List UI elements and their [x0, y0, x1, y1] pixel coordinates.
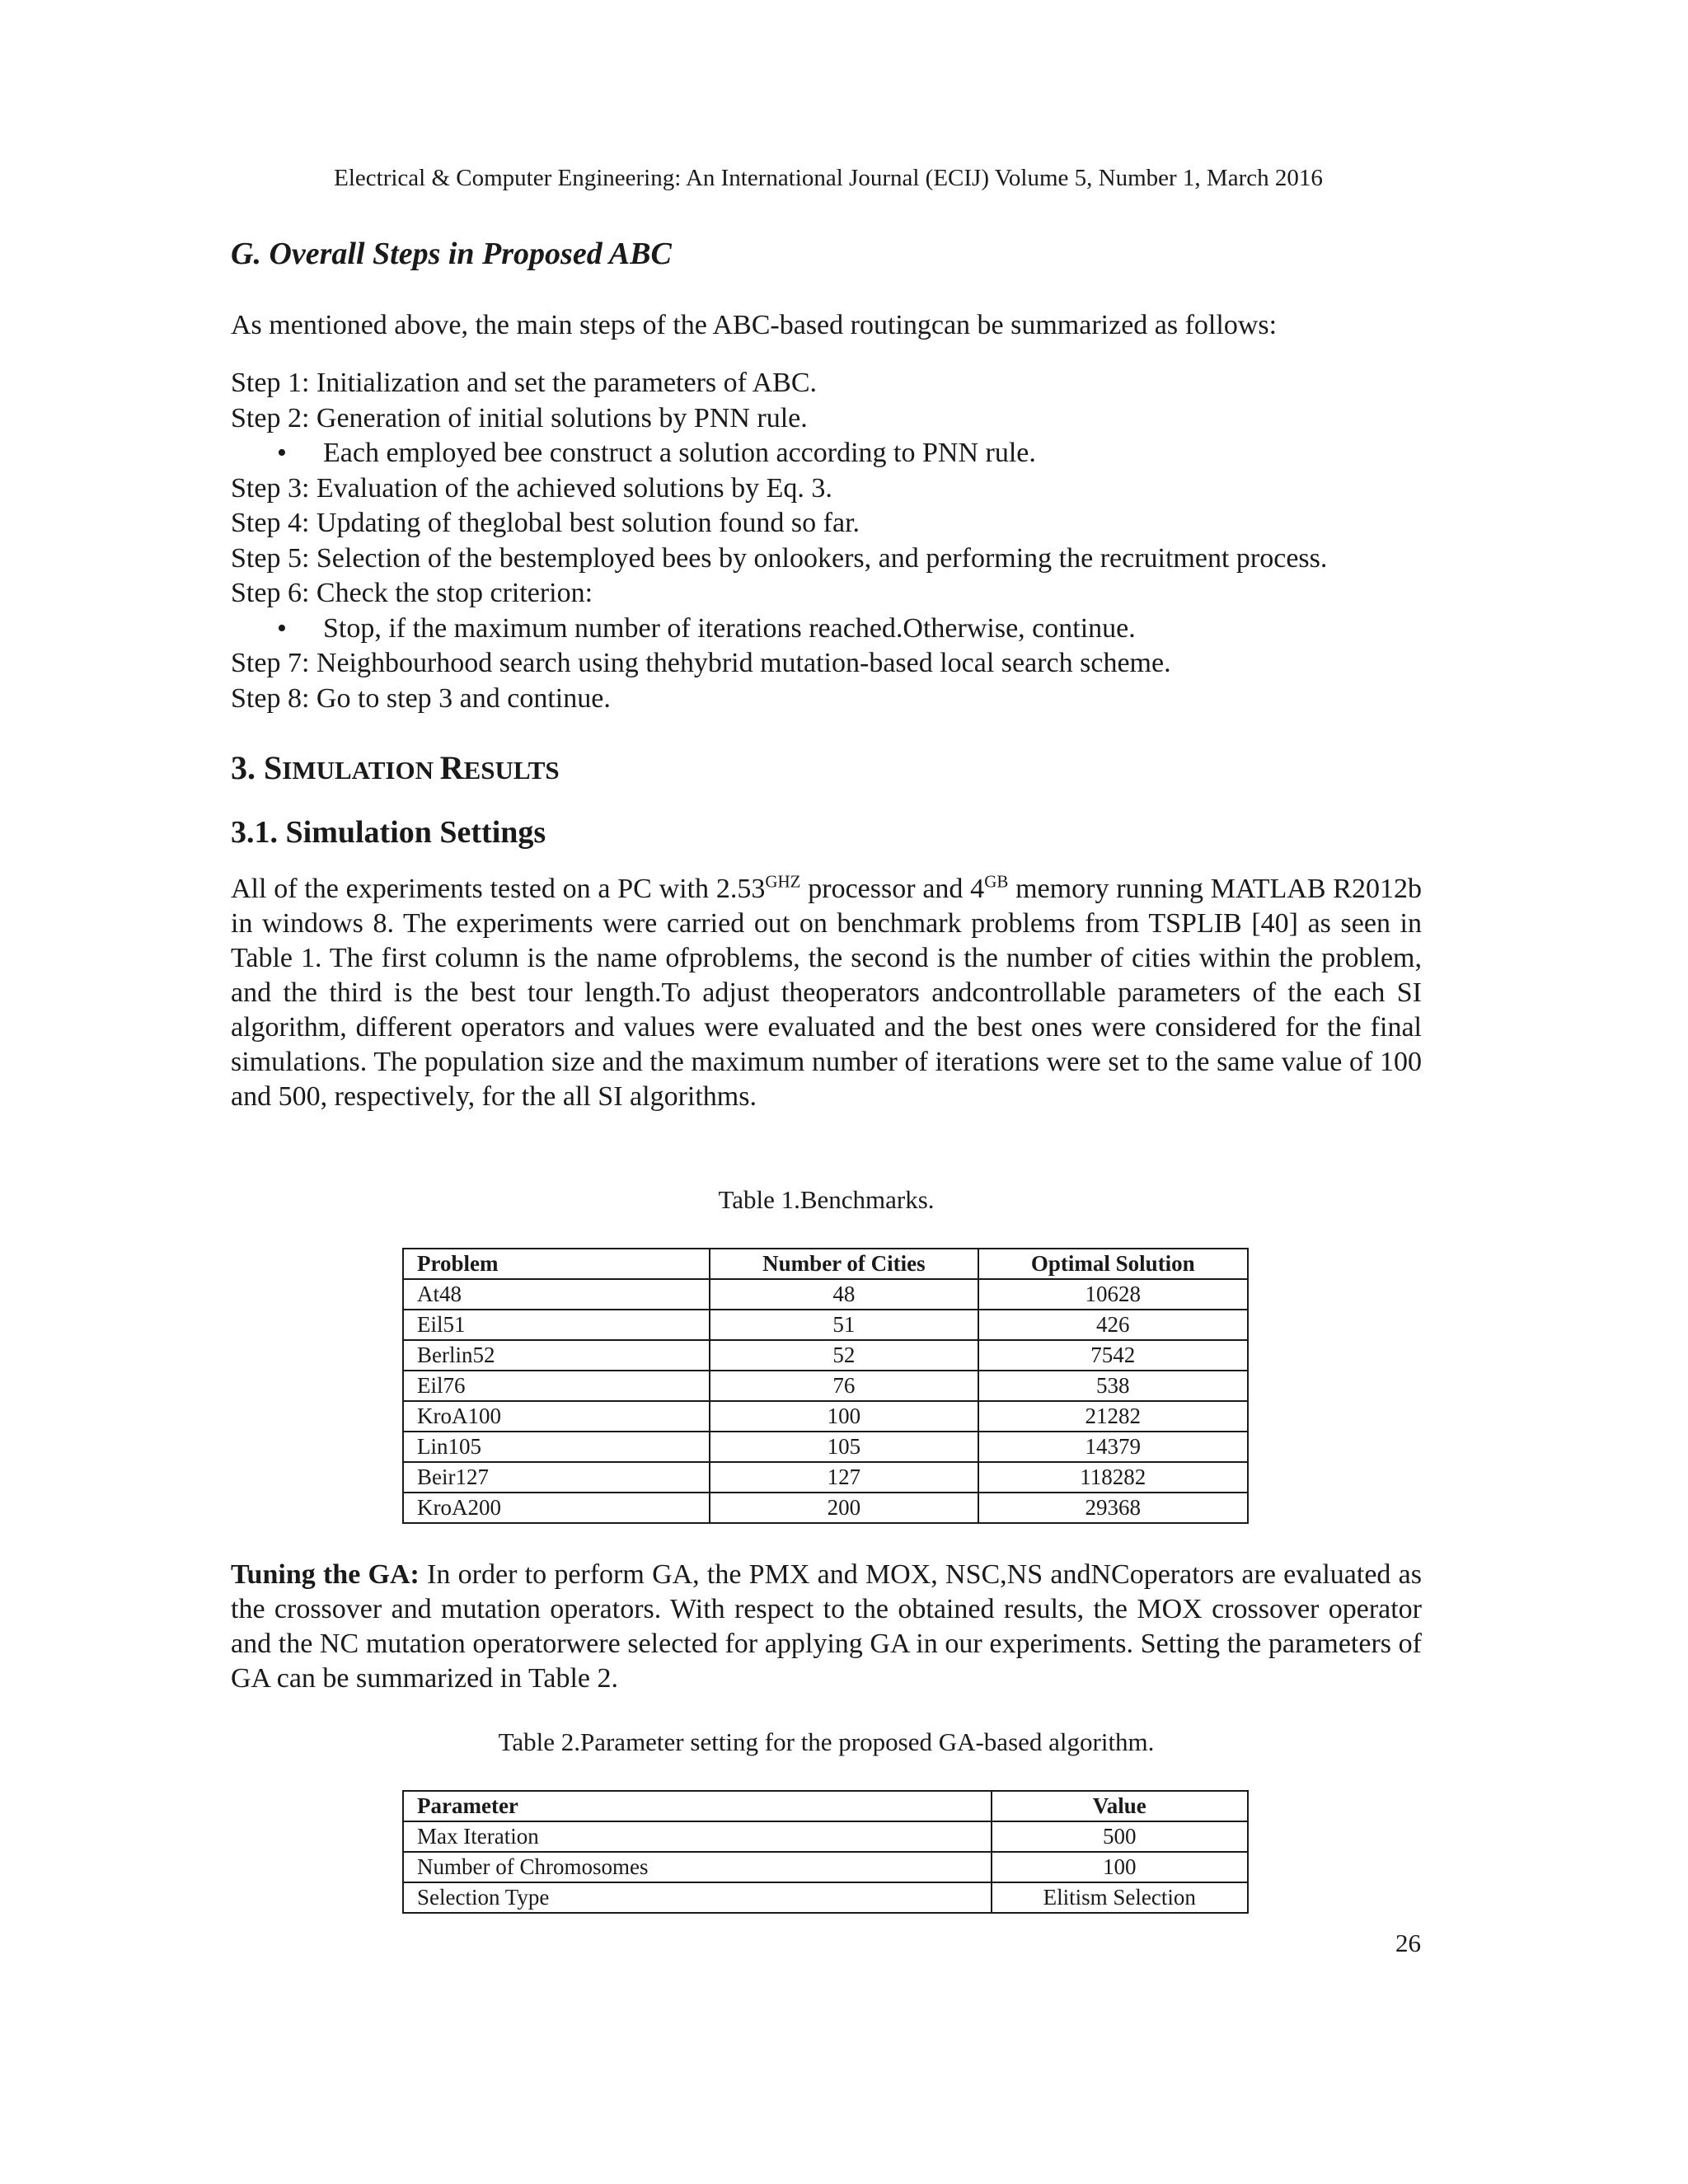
section-3-heading: 3. SIMULATION RESULTS: [231, 749, 560, 786]
step-3: Step 3: Evaluation of the achieved solutions by Eq. 3.: [231, 472, 832, 504]
step-5: Step 5: Selection of the bestemployed bees by onlookers, and performing the recruitment process.: [231, 542, 1328, 574]
table-row: Eil76 76 538: [403, 1371, 1248, 1401]
simulation-settings-paragraph: All of the experiments tested on a PC with $2.53^{GHZ}$ processor and $4^{GB}$ memory running MATLAB R2012b in windows 8. The experiments were carried out on benchmark problems from TSPLIB [40] as seen in Table 1. The first column is the name ofproblems, the second is the number of cities within the problem, and the third is the best tour length.To adjust theoperators andcontrollable parameters of the each SI algorithm, different operators and values were evaluated and the best ones were considered for the final simulations. The population size and the maximum number of iterations were set to the same value of 100 and 500, respectively, for the all SI algorithms.: [231, 871, 1422, 1112]
tuning-ga-paragraph: Tuning the GA: In order to perform GA, the PMX and MOX, NSC,NS andNCoperators are evaluated as the crossover and mutation operators. With respect to the obtained results, the MOX crossover operator and the NC mutation operatorwere selected for applying GA in our experiments. Setting the parameters of GA can be summarized in Table 2.: [231, 1559, 1422, 1694]
step-2: Step 2: Generation of initial solutions by PNN rule.: [231, 402, 808, 434]
step-7: Step 7: Neighbourhood search using thehybrid mutation-based local search scheme.: [231, 648, 1171, 678]
table-row: Number of Chromosomes 100: [403, 1852, 1248, 1882]
section-g-heading: G. Overall Steps in Proposed ABC: [231, 237, 672, 271]
parameter-table: [402, 1790, 1249, 1914]
column-header: Optimal Solution: [978, 1249, 1248, 1279]
table-row: Selection Type Elitism Selection: [403, 1882, 1248, 1913]
step-6: Step 6: Check the stop criterion:: [231, 578, 593, 608]
bullet-icon: •: [277, 438, 287, 468]
table-2-caption: Table 2.Parameter setting for the proposed GA-based algorithm.: [498, 1727, 1155, 1756]
table-row: KroA100 100 21282: [403, 1401, 1248, 1432]
table-row: At48 48 10628: [403, 1279, 1248, 1310]
subsection-3-1-heading: 3.1. Simulation Settings: [231, 815, 546, 850]
column-header: Number of Cities: [710, 1249, 978, 1279]
column-header: Parameter: [403, 1791, 992, 1821]
section-g-intro: As mentioned above, the main steps of the ABC-based routingcan be summarized as follows:: [231, 310, 1278, 340]
running-header: Electrical & Computer Engineering: An International Journal (ECIJ) Volume 5, Number 1, March 2016: [334, 165, 1323, 191]
step-1: Step 1: Initialization and set the parameters of ABC.: [231, 368, 817, 398]
page-number: 26: [1395, 1929, 1421, 1957]
bullet-icon: •: [277, 612, 287, 644]
column-header: Problem: [403, 1249, 710, 1279]
step-6-bullet: [231, 612, 1327, 647]
step-8: Step 8: Go to step 3 and continue.: [231, 682, 611, 714]
table-header-row: [403, 1249, 1248, 1279]
benchmarks-table: [402, 1248, 1249, 1524]
table-row: Eil51 51 426: [403, 1310, 1248, 1340]
table-row: Max Iteration 500: [403, 1821, 1248, 1852]
table-row: Lin105 105 14379: [403, 1432, 1248, 1462]
step-6-bullet-text: Stop, if the maximum number of iterations reached.Otherwise, continue.: [323, 612, 1136, 644]
steps-list: [231, 366, 1327, 716]
table-header-row: [403, 1791, 1248, 1821]
column-header: Value: [992, 1791, 1249, 1821]
table-1-caption: Table 1.Benchmarks.: [718, 1185, 935, 1214]
step-2-bullet-text: Each employed bee construct a solution according to PNN rule.: [323, 438, 1036, 468]
table-row: Beir127 127 118282: [403, 1462, 1248, 1493]
step-4: Step 4: Updating of theglobal best solution found so far.: [231, 508, 860, 538]
step-2-bullet: [231, 436, 1327, 471]
table-row: KroA200 200 29368: [403, 1493, 1248, 1523]
table-row: Berlin52 52 7542: [403, 1340, 1248, 1371]
